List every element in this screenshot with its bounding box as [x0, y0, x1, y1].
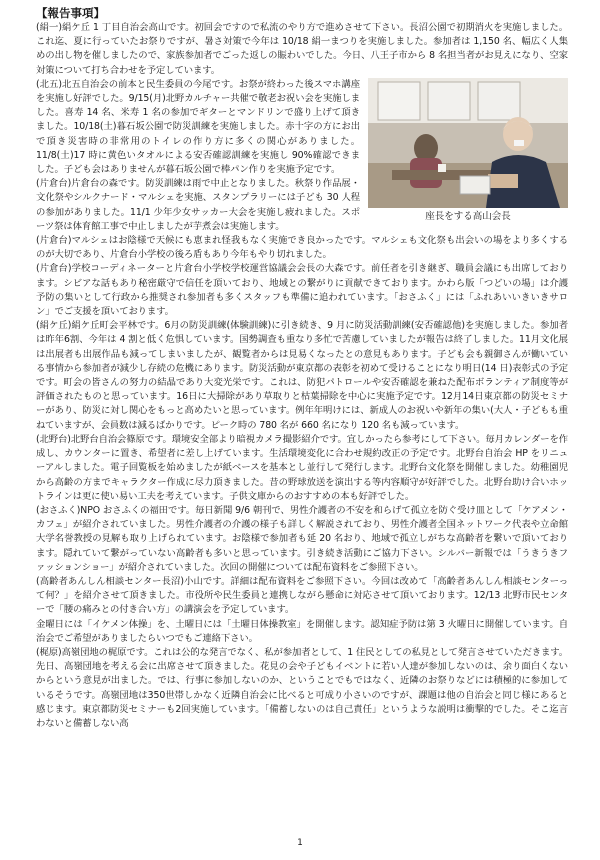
- report-paragraph: 金曜日には「イケメン体操」を、土曜日には「土曜日体操教室」を開催します。認知症予防は第 3 火曜日に開催しています。自治会でご希望がありましたらいつでもご連絡下さい。: [36, 618, 568, 644]
- photo-block: [368, 78, 568, 224]
- section-title: 【報告事項】: [36, 6, 105, 20]
- report-paragraph: (片倉台)マルシェはお陰様で天候にも恵まれ怪我もなく実施でき良かったです。マルシェも文化祭も出会いの場をより多くするのが大切であり、片倉台小学校の後ろ盾もあり今年もやり切れました。: [36, 235, 568, 261]
- report-paragraph: (おさふく)NPO おさふくの福田です。毎日新聞 9/6 朝刊で、男性介護者の不安を和らげて孤立を防ぐ受け皿として「ケアメン・カフェ」が紹介されていました。男性介護者の介護の様子も詳しく解説されており、男性介護者全国ネットワーク代表や立命館大学名誉教授の見解も取り上げられています。お陰様で参加者も延 20 名おり、地域で孤立しがちな高齢者を繋いで頂いております。隠れていて繋がっていない高齢者も多いと思っています。引き続き活動にご協力下さい。シルバー新報では「うきうきファッションショー」が紹介されていました。次回の開催については配布資料をご参照下さい。: [36, 504, 568, 573]
- report-paragraph: (高齢者あんしん相談センター長沼)小山です。詳細は配布資料をご参照下さい。今回は改めて「高齢者あんしん相談センターって何？」を紹介させて頂きました。市役所や民生委員と連携しながら懸命に対応させて頂いております。12/13 北野市民センターで「腰の痛みとの付き合い方」の講演会を予定しています。: [36, 575, 568, 616]
- report-paragraph: (片倉台)学校コーディネーターと片倉台小学校学校運営協議会会長の大森です。前任者を引き継ぎ、職員会議にも出席しております。シビアな話もあり秘密厳守で信任を頂いており、地域との繋がりに貢献できております。かわら版「つどいの場」は介護予防の集いとして行政から推奨され参加者も多くスタッフも準備に追われています。「おさふく」には「ふれあいいきいきサロン」でご支援を頂いております。: [36, 263, 568, 318]
- meeting-photo: [368, 78, 568, 208]
- photo-caption: 座長をする高山会長: [425, 210, 511, 222]
- report-paragraph: (北五)北五自治会の前本と民生委員の今尾です。お祭が終わった後スマホ講座を実施し好評でした。9/15(月)北野カルチャー共催で敬老お祝い会を実施しました。喜寿 14 名、米寿 1 名の参加でギターとマンドリンで盛り上げて頂きました。10/18(土)暮石坂公園で防災訓練を実施しました。赤十字の方にお出で頂き災害時の非常用のトイレの作り方に多くの関心がありました。11/8(土)17 時に黄色いタオルによる安否確認訓練を実施し 90%確認できました。子ども会はありませんが暮石坂公園で棒パン作りを実施予定です。: [36, 78, 360, 176]
- report-paragraph: (絹一)絹ケ丘 1 丁目自治会高山です。初回会ですので私流のやり方で進めさせて下さい。長沼公園で初期消火を実施しました。これ迄、夏に行っていたお祭りですが、暑さ対策で今年は 10/18 絹一まつりを実施しました。参加者は 1,150 名、幅広く人集めの出し物を催しましたので、家族参加者でごった返しの賑わいでした。今日、八王子市から 8 名担当者がお見えになり、空家対策について打ち合わせを予定しています。: [36, 22, 568, 76]
- report-paragraph: (絹ケ丘)絹ケ丘町会平林です。6月の防災訓練(体験訓練)に引き続き、9 月に防災活動訓練(安否確認他)を実施しました。参加者は昨年6割、今年は 4 割と低く危惧しています。国勢調査も重なり多忙で苦慮していましたが報告は終了しました。11月文化展は出展者も出展作品も減ってしまいましたが、観覧者からは見易くなったとの意見もあります。子ども会も親御さんが働いている事情から参加者が減少し存続の危機にあります。防災活動が東京都の表彰を初めて受けることになり明日(14 日)表彰式の予定です。町会の皆さんの努力の結晶であり大変光栄です。これは、防犯パトロールや安否確認を兼ねた配布ボランティア制度等が評価されたものと思っています。16日に大掃除があり草取りと枯葉掃除を中心に実施予定です。12月14日東京都の防災セミナーがあり、防災に対し関心をもっと高めたいと思っています。例年年明けには、新成人のお祝いや新年の集い(大人・子どもも重ねていますが、会員数は減るばかりです。ピーク時の 780 名が 660 名になり 120 名も減っています。: [36, 320, 568, 431]
- report-paragraph: (梶原)高嶺団地の梶原です。これは公的な発言でなく、私が参加者として、1 住民としての私見として発言させていただきます。先日、高嶺団地を考える会に出席させて頂きました。花見の会や子どもイベントに若い人達が参加しないのは、余り面白くないからという意見が出ました。では、行事に参加しないのか、ということでもではなく、近隣のお祭りなどには積極的に参加しているそうです。高嶺団地は350世帯しかなく近隣自治会に比べると可成り小さいのですが、課題は他の自治会と同じ様にあると感じます。東京都防災セミナーも2回実施しています。「備蓄しないのは自己責任」というような説明は衝撃的でした。そこ迄言わないと備蓄しない高: [36, 646, 568, 729]
- page-number: 1: [297, 838, 303, 848]
- report-paragraph: (北野台)北野台自治会篠原です。環境安全部より暗視カメラ撮影紹介です。宜しかったら参考にして下さい。毎月カレンダーを作成し、カウンターに置き、希望者に差し上げています。生活環境変化に合わせ規約改正の予定です。北野台自治会 HP をリニューアルしました。電子回覧板を始めましたが紙ベースを基本とし並行して発行します。北野台文化祭を開催しました。幼稚園児から高齢の方までキャラクター作成に尽力頂きました。昔の野球放送を演出する等内容順守が好評でした。北野台助け合いホットラインは更に使い易い工夫を考えています。子供文庫からのおすすめの本も好評でした。: [36, 433, 568, 502]
- document-page: [36, 6, 568, 731]
- meeting-photo-illustration: [368, 78, 568, 208]
- report-paragraph: (片倉台)片倉台の森です。防災訓練は雨で中止となりました。秋祭り作品展・文化祭やシルクナード・マルシェを実施、スタンプラリーには子ども 30 人程の参加がありました。11/1 少年少女サッカー大会を実施し疲れました。スポーツ祭は体育館工事で中止しましたが芋煮会は実施します。: [36, 178, 360, 232]
